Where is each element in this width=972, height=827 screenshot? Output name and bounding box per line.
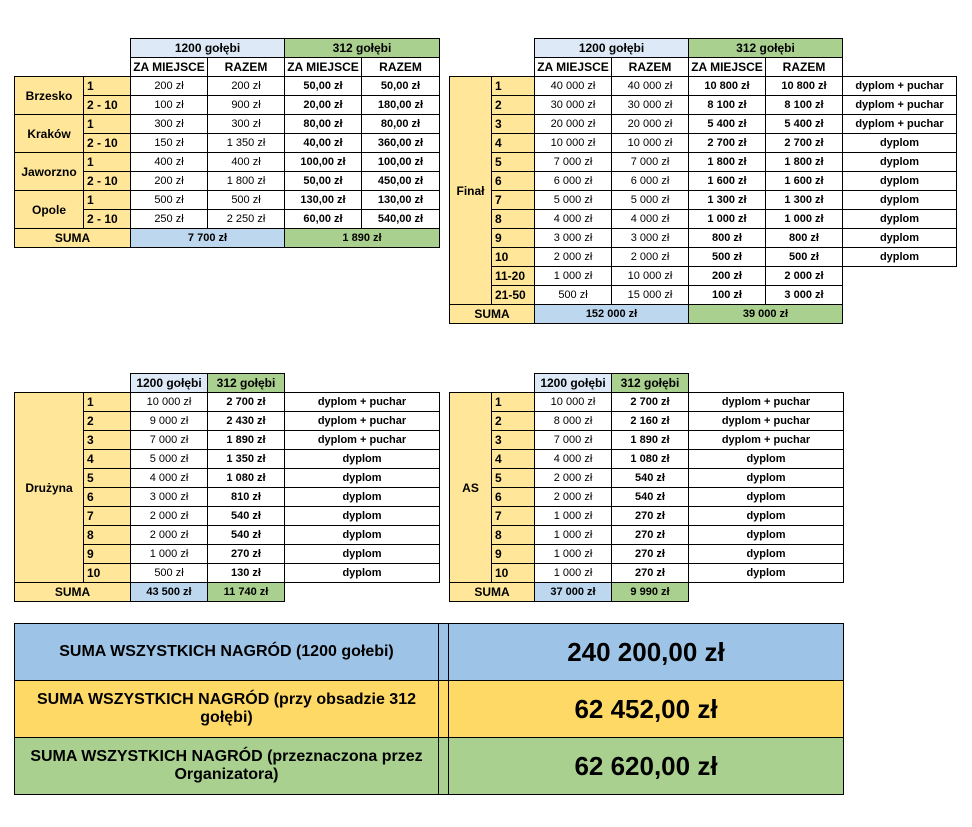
prize-312-total: 10 800 zł [766, 77, 843, 96]
place-label: 1 [84, 115, 131, 134]
place-label: 1 [492, 393, 535, 412]
place-label: 7 [84, 507, 131, 526]
prize-312-per-place: 20,00 zł [285, 96, 362, 115]
place-label: 10 [492, 564, 535, 583]
prize-1200: 1 000 zł [131, 545, 208, 564]
place-label: 2 [84, 412, 131, 431]
prize-312-per-place: 10 800 zł [689, 77, 766, 96]
place-label: 8 [84, 526, 131, 545]
team-prize-table [14, 373, 440, 602]
table-row [450, 412, 844, 431]
table-row [450, 153, 957, 172]
award-label: dyplom + puchar [689, 412, 844, 431]
prize-312-per-place: 100 zł [689, 286, 766, 305]
table-row [450, 172, 957, 191]
prize-1200: 10 000 zł [131, 393, 208, 412]
prize-312-total: 2 000 zł [766, 267, 843, 286]
prize-312-total: 2 700 zł [766, 134, 843, 153]
prize-312-total: 1 600 zł [766, 172, 843, 191]
place-label: 2 - 10 [84, 134, 131, 153]
prize-1200-total: 500 zł [208, 191, 285, 210]
prize-1200-per-place: 20 000 zł [535, 115, 612, 134]
place-label: 6 [492, 172, 535, 191]
suma-label: SUMA [15, 229, 131, 248]
suma-1200: 43 500 zł [131, 583, 208, 602]
prize-1200: 5 000 zł [131, 450, 208, 469]
prize-312-per-place: 130,00 zł [285, 191, 362, 210]
suma-312: 1 890 zł [285, 229, 440, 248]
prize-312-per-place: 40,00 zł [285, 134, 362, 153]
prize-312: 2 160 zł [612, 412, 689, 431]
prize-1200-total: 1 800 zł [208, 172, 285, 191]
place-label: 1 [492, 77, 535, 96]
place-label: 1 [84, 153, 131, 172]
suma-label: SUMA [450, 305, 535, 324]
prize-1200-per-place: 100 zł [131, 96, 208, 115]
place-label: 2 - 10 [84, 172, 131, 191]
prize-312: 270 zł [612, 507, 689, 526]
prize-1200: 2 000 zł [131, 507, 208, 526]
suma-312: 9 990 zł [612, 583, 689, 602]
summary-value-1200: 240 200,00 zł [449, 624, 844, 681]
prize-1200: 8 000 zł [535, 412, 612, 431]
prize-1200: 1 000 zł [535, 507, 612, 526]
table-row [450, 115, 957, 134]
city-label: Brzesko [15, 77, 84, 115]
prize-1200-per-place: 300 zł [131, 115, 208, 134]
prize-312-total: 1 800 zł [766, 153, 843, 172]
prize-312: 270 zł [612, 526, 689, 545]
place-label: 8 [492, 526, 535, 545]
header-1200: 1200 gołębi [535, 374, 612, 393]
prize-312: 1 350 zł [208, 450, 285, 469]
prize-1200: 1 000 zł [535, 545, 612, 564]
prize-312: 540 zł [208, 507, 285, 526]
award-label: dyplom [689, 526, 844, 545]
award-label: dyplom [285, 526, 440, 545]
prize-312-per-place: 1 300 zł [689, 191, 766, 210]
table-row [450, 210, 957, 229]
prize-312-per-place: 500 zł [689, 248, 766, 267]
summary-spacer [439, 738, 449, 795]
subheader-place: ZA MIEJSCE [131, 58, 208, 77]
place-label: 11-20 [492, 267, 535, 286]
summary-spacer [439, 624, 449, 681]
prize-1200-per-place: 500 zł [131, 191, 208, 210]
suma-312: 11 740 zł [208, 583, 285, 602]
subheader-place: ZA MIEJSCE [535, 58, 612, 77]
summary-value-312: 62 452,00 zł [449, 681, 844, 738]
prize-312-total: 800 zł [766, 229, 843, 248]
prize-1200-per-place: 2 000 zł [535, 248, 612, 267]
place-label: 6 [84, 488, 131, 507]
prize-312-per-place: 5 400 zł [689, 115, 766, 134]
award-label: dyplom [285, 564, 440, 583]
place-label: 7 [492, 507, 535, 526]
place-label: 2 [492, 412, 535, 431]
suma-312: 39 000 zł [689, 305, 843, 324]
city-label: Jaworzno [15, 153, 84, 191]
as-prize-table [449, 373, 844, 602]
prize-312-per-place: 50,00 zł [285, 77, 362, 96]
prize-312-total: 80,00 zł [362, 115, 440, 134]
prize-1200-total: 200 zł [208, 77, 285, 96]
award-label: dyplom [689, 507, 844, 526]
prize-312-total: 180,00 zł [362, 96, 440, 115]
award-label: dyplom [689, 545, 844, 564]
suma-1200: 37 000 zł [535, 583, 612, 602]
prize-312: 540 zł [612, 469, 689, 488]
place-label: 1 [84, 191, 131, 210]
prize-312: 540 zł [208, 526, 285, 545]
subheader-total: RAZEM [362, 58, 440, 77]
prize-312: 1 890 zł [612, 431, 689, 450]
category-label: Finał [450, 77, 492, 305]
header-1200: 1200 gołębi [131, 39, 285, 58]
prize-1200-per-place: 10 000 zł [535, 134, 612, 153]
place-label: 2 - 10 [84, 210, 131, 229]
prize-312-total: 5 400 zł [766, 115, 843, 134]
table-row [450, 507, 844, 526]
subheader-total: RAZEM [766, 58, 843, 77]
place-label: 5 [84, 469, 131, 488]
prize-312: 270 zł [612, 545, 689, 564]
prize-312-total: 450,00 zł [362, 172, 440, 191]
prize-312: 2 430 zł [208, 412, 285, 431]
award-label: dyplom + puchar [843, 77, 957, 96]
table-row [450, 393, 844, 412]
prize-1200-per-place: 200 zł [131, 77, 208, 96]
prize-1200-total: 400 zł [208, 153, 285, 172]
prize-312-per-place: 1 600 zł [689, 172, 766, 191]
table-row [450, 545, 844, 564]
prize-1200: 9 000 zł [131, 412, 208, 431]
table-row [450, 469, 844, 488]
prize-312-total: 1 000 zł [766, 210, 843, 229]
city-label: Kraków [15, 115, 84, 153]
prize-312-total: 540,00 zł [362, 210, 440, 229]
table-row [450, 191, 957, 210]
award-label: dyplom [689, 564, 844, 583]
prize-312-per-place: 1 000 zł [689, 210, 766, 229]
table-row [15, 153, 440, 172]
prize-1200-per-place: 400 zł [131, 153, 208, 172]
prize-1200: 2 000 zł [535, 469, 612, 488]
prize-312-total: 360,00 zł [362, 134, 440, 153]
prize-312-per-place: 60,00 zł [285, 210, 362, 229]
place-label: 9 [492, 229, 535, 248]
place-label: 4 [84, 450, 131, 469]
header-1200: 1200 gołębi [131, 374, 208, 393]
table-row [15, 191, 440, 210]
subheader-total: RAZEM [208, 58, 285, 77]
prize-312: 1 890 zł [208, 431, 285, 450]
award-label: dyplom [843, 172, 957, 191]
award-label: dyplom [689, 488, 844, 507]
table-row [450, 564, 844, 583]
prize-312-per-place: 1 800 zł [689, 153, 766, 172]
award-label: dyplom [285, 469, 440, 488]
award-label: dyplom + puchar [843, 96, 957, 115]
prize-1200-per-place: 30 000 zł [535, 96, 612, 115]
prize-312-per-place: 800 zł [689, 229, 766, 248]
prize-1200-total: 3 000 zł [612, 229, 689, 248]
prize-1200: 3 000 zł [131, 488, 208, 507]
empty-cell [843, 267, 957, 286]
award-label: dyplom + puchar [689, 431, 844, 450]
prize-312-per-place: 80,00 zł [285, 115, 362, 134]
suma-1200: 152 000 zł [535, 305, 689, 324]
place-label: 4 [492, 134, 535, 153]
subheader-total: RAZEM [612, 58, 689, 77]
place-label: 5 [492, 153, 535, 172]
subheader-place: ZA MIEJSCE [689, 58, 766, 77]
prize-312-per-place: 100,00 zł [285, 153, 362, 172]
city-label: Opole [15, 191, 84, 229]
table-row [15, 115, 440, 134]
prize-312: 130 zł [208, 564, 285, 583]
suma-label: SUMA [450, 583, 535, 602]
prize-1200: 7 000 zł [131, 431, 208, 450]
table-row [450, 450, 844, 469]
place-label: 6 [492, 488, 535, 507]
place-label: 10 [84, 564, 131, 583]
table-row [450, 488, 844, 507]
prize-1200-total: 20 000 zł [612, 115, 689, 134]
table-row [15, 393, 440, 412]
prize-312-total: 130,00 zł [362, 191, 440, 210]
summary-label-organizer: SUMA WSZYSTKICH NAGRÓD (przeznaczona przez Organizatora) [15, 738, 439, 795]
table-row [450, 77, 957, 96]
place-label: 10 [492, 248, 535, 267]
suma-label: SUMA [15, 583, 131, 602]
prize-1200-total: 10 000 zł [612, 134, 689, 153]
place-label: 1 [84, 393, 131, 412]
prize-1200-total: 7 000 zł [612, 153, 689, 172]
award-label: dyplom [285, 545, 440, 564]
prize-1200: 500 zł [131, 564, 208, 583]
prize-1200-per-place: 500 zł [535, 286, 612, 305]
prize-1200-per-place: 7 000 zł [535, 153, 612, 172]
place-label: 9 [492, 545, 535, 564]
prize-1200-total: 1 350 zł [208, 134, 285, 153]
prize-312-total: 100,00 zł [362, 153, 440, 172]
place-label: 5 [492, 469, 535, 488]
place-label: 1 [84, 77, 131, 96]
award-label: dyplom [689, 450, 844, 469]
award-label: dyplom + puchar [285, 431, 440, 450]
prize-1200-total: 4 000 zł [612, 210, 689, 229]
table-row [450, 248, 957, 267]
prize-1200-total: 40 000 zł [612, 77, 689, 96]
prize-1200: 2 000 zł [535, 488, 612, 507]
prize-1200: 1 000 zł [535, 564, 612, 583]
summary-spacer [439, 681, 449, 738]
prize-1200-total: 300 zł [208, 115, 285, 134]
place-label: 21-50 [492, 286, 535, 305]
prize-1200-per-place: 150 zł [131, 134, 208, 153]
place-label: 4 [492, 450, 535, 469]
header-312: 312 gołębi [689, 39, 843, 58]
place-label: 3 [492, 431, 535, 450]
prize-1200-per-place: 1 000 zł [535, 267, 612, 286]
header-312: 312 gołębi [208, 374, 285, 393]
place-label: 2 - 10 [84, 96, 131, 115]
final-prize-table [449, 38, 957, 324]
prize-1200-per-place: 250 zł [131, 210, 208, 229]
place-label: 8 [492, 210, 535, 229]
table-row [450, 267, 957, 286]
subheader-place: ZA MIEJSCE [285, 58, 362, 77]
prize-1200: 7 000 zł [535, 431, 612, 450]
prize-312-per-place: 2 700 zł [689, 134, 766, 153]
prize-312: 270 zł [612, 564, 689, 583]
prize-1200-total: 10 000 zł [612, 267, 689, 286]
place-label: 3 [84, 431, 131, 450]
prize-1200: 10 000 zł [535, 393, 612, 412]
header-1200: 1200 gołębi [535, 39, 689, 58]
award-label: dyplom [843, 134, 957, 153]
award-label: dyplom [843, 191, 957, 210]
prize-312-per-place: 8 100 zł [689, 96, 766, 115]
prize-1200-total: 6 000 zł [612, 172, 689, 191]
prize-312-total: 1 300 zł [766, 191, 843, 210]
award-label: dyplom [843, 210, 957, 229]
summary-table [14, 623, 844, 795]
prize-1200-total: 30 000 zł [612, 96, 689, 115]
prize-312-per-place: 50,00 zł [285, 172, 362, 191]
prize-1200-total: 2 250 zł [208, 210, 285, 229]
award-label: dyplom [285, 488, 440, 507]
prize-1200-per-place: 40 000 zł [535, 77, 612, 96]
prize-1200-per-place: 200 zł [131, 172, 208, 191]
table-row [450, 96, 957, 115]
prize-312: 1 080 zł [208, 469, 285, 488]
table-row [450, 286, 957, 305]
prize-312: 810 zł [208, 488, 285, 507]
award-label: dyplom [843, 153, 957, 172]
suma-1200: 7 700 zł [131, 229, 285, 248]
prize-312-total: 3 000 zł [766, 286, 843, 305]
place-label: 9 [84, 545, 131, 564]
table-row [450, 526, 844, 545]
award-label: dyplom [285, 507, 440, 526]
prize-312-total: 50,00 zł [362, 77, 440, 96]
award-label: dyplom [843, 248, 957, 267]
award-label: dyplom + puchar [285, 393, 440, 412]
prize-312: 2 700 zł [208, 393, 285, 412]
prize-312-per-place: 200 zł [689, 267, 766, 286]
prize-1200-total: 2 000 zł [612, 248, 689, 267]
prize-312-total: 8 100 zł [766, 96, 843, 115]
prize-312: 540 zł [612, 488, 689, 507]
award-label: dyplom + puchar [285, 412, 440, 431]
prize-1200-total: 15 000 zł [612, 286, 689, 305]
summary-value-organizer: 62 620,00 zł [449, 738, 844, 795]
summary-label-312: SUMA WSZYSTKICH NAGRÓD (przy obsadzie 312 gołębi) [15, 681, 439, 738]
award-label: dyplom [285, 450, 440, 469]
prize-1200-per-place: 5 000 zł [535, 191, 612, 210]
prize-312: 1 080 zł [612, 450, 689, 469]
category-label: AS [450, 393, 492, 583]
place-label: 2 [492, 96, 535, 115]
table-row [15, 77, 440, 96]
place-label: 3 [492, 115, 535, 134]
empty-cell [843, 286, 957, 305]
prize-1200: 4 000 zł [535, 450, 612, 469]
table-row [450, 134, 957, 153]
award-label: dyplom [843, 229, 957, 248]
prize-312: 270 zł [208, 545, 285, 564]
prize-1200: 1 000 zł [535, 526, 612, 545]
place-label: 7 [492, 191, 535, 210]
prize-1200-total: 5 000 zł [612, 191, 689, 210]
prize-1200-per-place: 4 000 zł [535, 210, 612, 229]
summary-label-1200: SUMA WSZYSTKICH NAGRÓD (1200 gołebi) [15, 624, 439, 681]
category-label: Drużyna [15, 393, 84, 583]
prize-1200-per-place: 3 000 zł [535, 229, 612, 248]
table-row [450, 229, 957, 248]
header-312: 312 gołębi [285, 39, 440, 58]
prize-1200-per-place: 6 000 zł [535, 172, 612, 191]
regional-prize-table [14, 38, 440, 248]
prize-312-total: 500 zł [766, 248, 843, 267]
header-312: 312 gołębi [612, 374, 689, 393]
award-label: dyplom + puchar [689, 393, 844, 412]
prize-312: 2 700 zł [612, 393, 689, 412]
prize-1200-total: 900 zł [208, 96, 285, 115]
prize-1200: 4 000 zł [131, 469, 208, 488]
award-label: dyplom + puchar [843, 115, 957, 134]
award-label: dyplom [689, 469, 844, 488]
prize-1200: 2 000 zł [131, 526, 208, 545]
table-row [450, 431, 844, 450]
